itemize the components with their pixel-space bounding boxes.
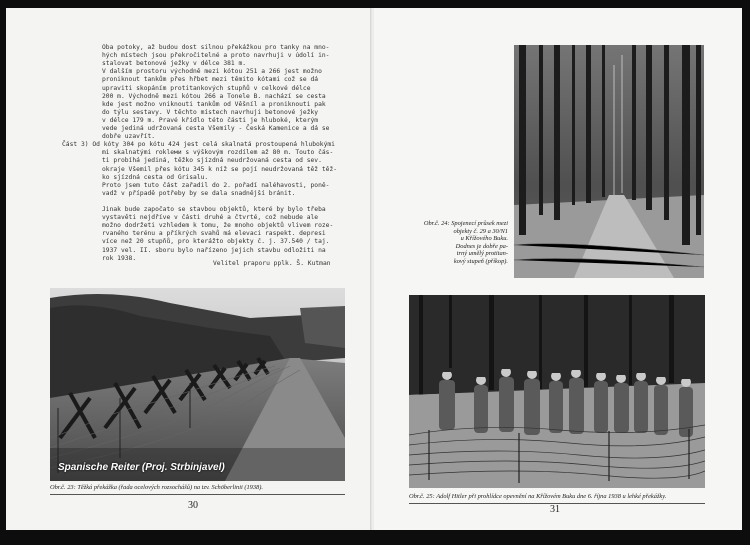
page-number-30: 30 [188,500,198,511]
text-line: kde jest možno vniknouti tankům od Věšníl a proniknouti pak [102,100,326,108]
text-line: Část 3) Od kóty 304 po kótu 424 jest celá skalnatá prostoupená hlubokými [62,141,335,149]
photo-overlay-text: Spanische Reiter (Proj. Strbinjavel) [58,462,225,473]
text-line: v délce 179 m. Pravé křídlo této části je hluboké, kterým [102,116,319,124]
photo-hitler-inspection [409,295,705,488]
caption-figure-23: Obr.č. 23: Těžká překážka (řada ocelových rozsochášů) na tzv. Schöberlinii (1938). [50,484,263,491]
text-line: 1937 vel. II. sboru bylo nařízeno jejich stavbu odložiti na [102,246,326,254]
text-line: více než 20 stupňů, pro kterážto objekty č. j. 37.540 / taj. [102,238,330,246]
signature-line: Velitel praporu pplk. Š. Kutman [213,260,331,267]
text-line: okraje Všemil přes kótu 345 k níž se pojí neudržovaná těž těž- [102,165,338,173]
text-line: do týlu sestavy. V těchto místech navrhuji betonové ježky [102,108,319,116]
caption-figure-24 [402,220,508,265]
photo-forest-clearing [514,45,704,278]
text-line: hých místech jsou překročitelné a proto navrhuji v údolí in- [102,52,330,60]
caption-line: trný umělý protitan- [456,250,508,257]
caption-line: kový stupeň (příkop). [453,257,508,265]
text-line: Proto jsem tuto část zařadil do 2. pořadí naléhavosti, poně- [102,181,330,189]
text-line: proniknout tankům přes hřbet mezi těmito kótami což se dá [102,76,319,84]
text-line: ko sjízdná cesta od Grisalu. [102,173,209,181]
text-line: upraviti skopáním protitankových stupňů v celkové délce [102,84,311,92]
text-line: 200 m. Východně mezi kótou 266 a Tonele B. nachází se cesta [102,92,326,100]
text-line: rok 1938. [102,254,137,262]
text-line: vystavěti nejdříve v části druhé a čtvrté, což nebude ale [102,214,319,222]
caption-figure-25: Obr.č. 25: Adolf Hitler při prohlídce opevnění na Křížovém Buku dne 6. října 1938 u lehké překážky. [409,493,667,500]
text-line: V dalším prostoru východně mezi kótou 251 a 266 jest možno [102,68,322,76]
page-number-31: 31 [550,504,560,515]
photo-barbed-wire-obstacles [50,288,345,481]
text-line: Oba potoky, až budou dost silnou překážkou pro tanky na mno- [102,44,330,51]
text-line: Jinak bude započato se stavbou objektů, které by bylo třeba [102,206,326,213]
left-page [6,8,370,530]
text-line: vadž v případě potřeby by se dala snadnější bránit. [102,189,296,197]
text-line: mi skalnatými rokleми s výškovým rozdílem až 80 m. Touto čás- [102,149,334,157]
caption-line: Obr.č. 24: Spojenecí průsek mezi [423,220,508,227]
text-line: stalovat betonové ježky v délce 381 m. [102,60,247,68]
caption-line: objekty č. 29 a 30/N1 [453,227,508,235]
text-line: ti probíhá jediná, těžko sjízdná neudržovaná cesta od sev. [102,157,322,165]
text-line: možno dodržeti vzhledem k tomu, že mnoho objektů vlivem roze- [102,222,334,230]
text-line: vede jediná udržovaná cesta Všemily - Česká Kamenice a dá se [102,125,330,132]
footer-rule [50,494,345,495]
caption-line: u Křížového Buku. [460,235,508,242]
right-page [374,8,742,530]
text-line: dobře uzavřít. [102,133,156,141]
caption-line: Dodnes je dobře pa- [455,242,508,250]
text-line: rvaného terénu a příkrých svahů má elevaci raspekt. depresi [102,230,326,238]
